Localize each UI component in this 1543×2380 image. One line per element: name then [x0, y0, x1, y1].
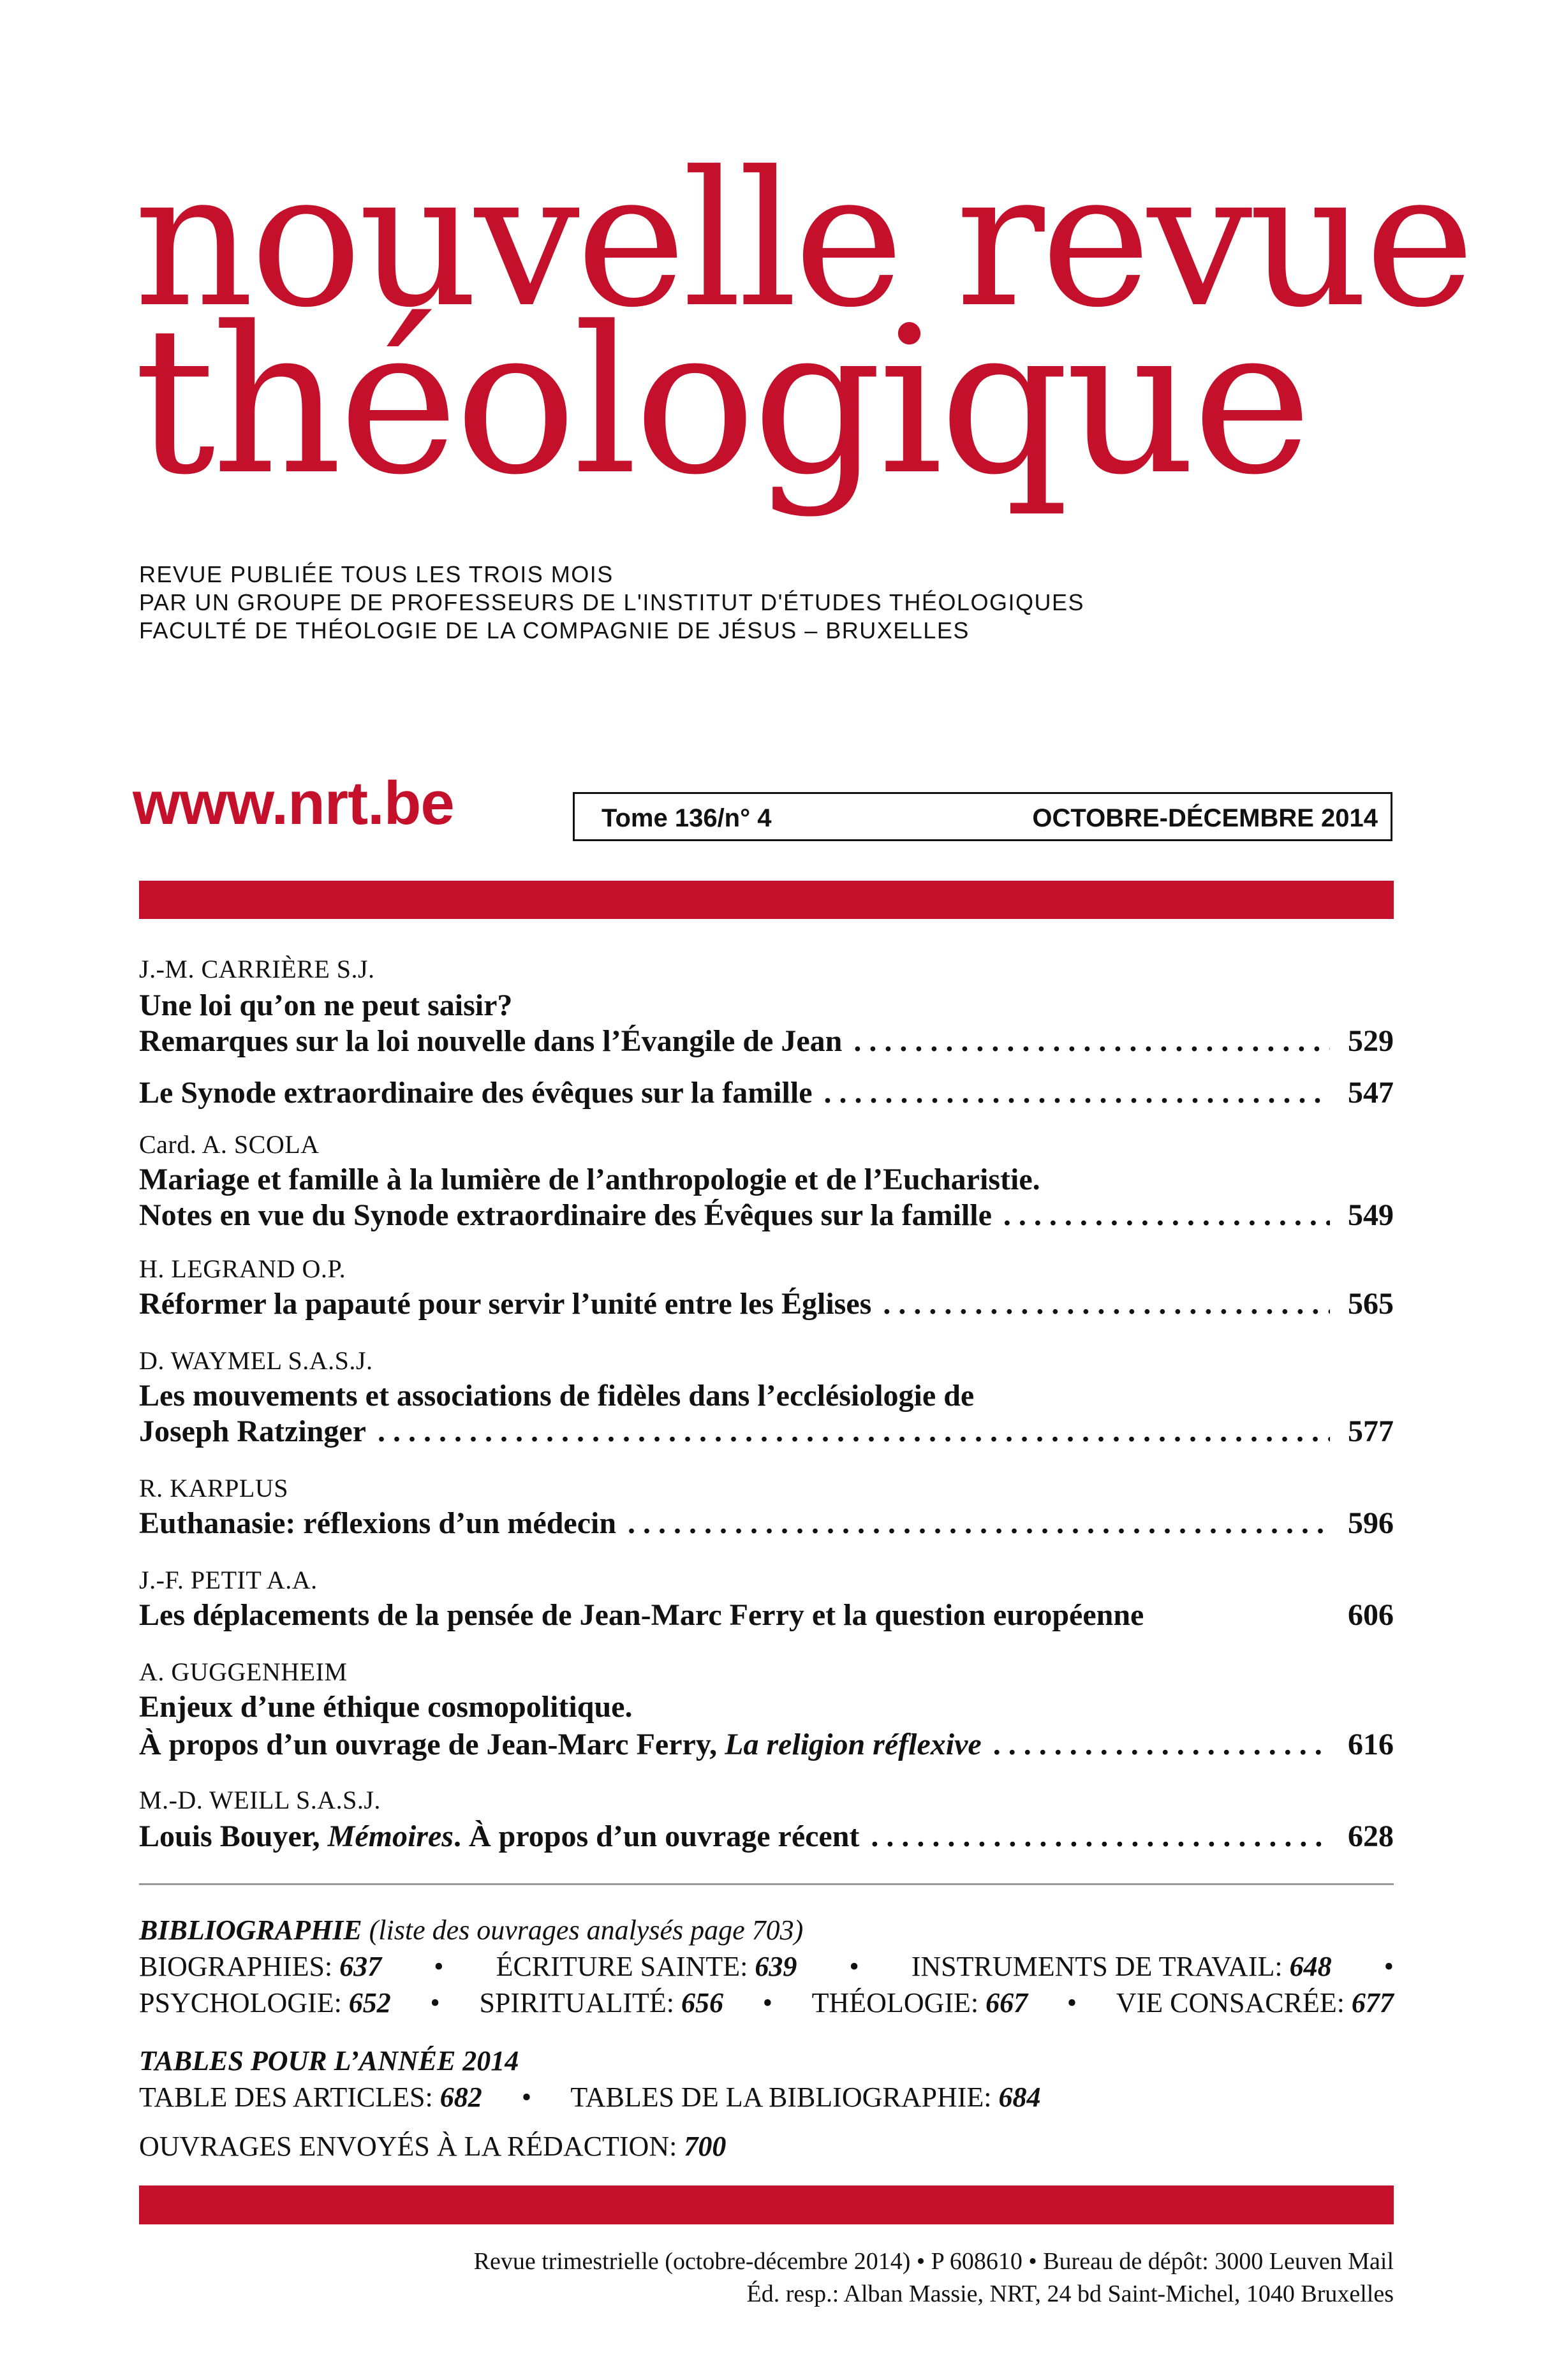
bibliography-heading-line — [139, 1916, 1394, 1944]
dot-leader — [853, 1026, 1330, 1057]
books-received-page: 700 — [684, 2131, 727, 2162]
toc-title — [139, 1821, 859, 1852]
bibliography-item[interactable] — [479, 1989, 723, 2017]
bibliography-item-page: 637 — [339, 1951, 382, 1982]
toc-title: Réformer la papauté pour servir l’unité entre les Églises — [139, 1287, 872, 1321]
toc-title: Enjeux d’une éthique cosmopolitique. — [139, 1690, 633, 1724]
bullet: • — [521, 2082, 532, 2113]
toc-page-number: 616 — [1348, 1728, 1394, 1761]
toc-page-number: 565 — [1348, 1287, 1394, 1321]
subtitle-line-2: PAR UN GROUPE DE PROFESSEURS DE L'INSTITUT D'ÉTUDES THÉOLOGIQUES — [139, 589, 1084, 615]
bullet: • — [434, 1951, 444, 1982]
bibliography-item[interactable] — [1116, 1989, 1394, 2017]
tables-item[interactable] — [570, 2082, 1040, 2113]
toc-author: M.-D. WEILL S.A.S.J. — [139, 1786, 381, 1814]
bibliography-item-page: 656 — [681, 1987, 723, 2018]
bibliography-item-page: 677 — [1351, 1987, 1394, 2018]
dot-leader — [993, 1730, 1330, 1760]
tables-item-page: 682 — [439, 2082, 482, 2113]
toc-entry-row[interactable] — [139, 1730, 1394, 1760]
bibliography-item-label: INSTRUMENTS DE TRAVAIL: — [911, 1951, 1290, 1982]
toc-entry-row[interactable] — [139, 1508, 1394, 1539]
masthead-line-2: théologique — [134, 283, 1309, 519]
masthead-line-1: nouvelle revue — [134, 131, 1472, 348]
toc-page-number: 547 — [1348, 1076, 1394, 1110]
toc-title-text: . À propos d’un ouvrage récent — [453, 1819, 860, 1853]
bibliography-row-2 — [139, 1989, 1394, 2017]
toc-page-number: 606 — [1348, 1598, 1394, 1632]
dot-leader — [871, 1821, 1330, 1852]
toc-title: Les déplacements de la pensée de Jean-Marc Ferry et la question européenne — [139, 1598, 1144, 1632]
bibliography-item-label: ÉCRITURE SAINTE: — [496, 1951, 755, 1982]
footer-line-2: Éd. resp.: Alban Massie, NRT, 24 bd Saint-Michel, 1040 Bruxelles — [746, 2281, 1394, 2307]
bullet: • — [1067, 1987, 1077, 2018]
dot-leader — [824, 1078, 1330, 1108]
bibliography-item-page: 667 — [986, 1987, 1028, 2018]
toc-entry-row[interactable] — [139, 1289, 1394, 1319]
toc-title-text: Louis Bouyer, — [139, 1819, 328, 1853]
toc-title: Joseph Ratzinger — [139, 1414, 366, 1448]
bibliography-item[interactable] — [496, 1953, 797, 1981]
bibliography-item-label: PSYCHOLOGIE: — [139, 1987, 349, 2018]
bullet: • — [430, 1987, 440, 2018]
toc-author: H. LEGRAND O.P. — [139, 1254, 346, 1283]
toc-entry-row[interactable] — [139, 1821, 1394, 1852]
tables-item[interactable] — [139, 2082, 482, 2113]
toc-entry-row[interactable] — [139, 1416, 1394, 1447]
bibliography-item[interactable] — [139, 1989, 391, 2017]
toc-page-number: 577 — [1348, 1414, 1394, 1448]
toc-author: D. WAYMEL S.A.S.J. — [139, 1346, 373, 1375]
bibliography-item-label: THÉOLOGIE: — [811, 1987, 986, 2018]
toc-title: Le Synode extraordinaire des évêques sur la famille — [139, 1076, 813, 1110]
toc-author: J.-M. CARRIÈRE S.J. — [139, 955, 375, 983]
toc-entry-row[interactable] — [139, 1600, 1394, 1631]
toc-title — [139, 1730, 982, 1760]
bibliography-item-page: 648 — [1289, 1951, 1332, 1982]
toc-title: Mariage et famille à la lumière de l’anthropologie et de l’Eucharistie. — [139, 1163, 1040, 1196]
tables-heading-text: TABLES POUR L’ANNÉE 2014 — [139, 2045, 519, 2076]
dot-leader — [378, 1416, 1330, 1447]
tables-item-label: TABLE DES ARTICLES: — [139, 2082, 440, 2113]
books-received-label: OUVRAGES ENVOYÉS À LA RÉDACTION: — [139, 2131, 684, 2162]
bibliography-item[interactable] — [912, 1953, 1332, 1981]
toc-entry-row[interactable] — [139, 1078, 1394, 1108]
tables-item-page: 684 — [998, 2082, 1041, 2113]
subtitle-line-1: REVUE PUBLIÉE TOUS LES TROIS MOIS — [139, 561, 614, 587]
bibliography-item-label: BIOGRAPHIES: — [139, 1951, 340, 1982]
toc-page-number: 549 — [1348, 1198, 1394, 1232]
toc-title: Remarques sur la loi nouvelle dans l’Évangile de Jean — [139, 1024, 843, 1058]
books-received-line[interactable] — [139, 2133, 1394, 2161]
toc-title-italic: La religion réflexive — [725, 1728, 982, 1761]
toc-page-number: 529 — [1348, 1024, 1394, 1058]
toc-author: A. GUGGENHEIM — [139, 1657, 348, 1686]
toc-title: Notes en vue du Synode extraordinaire des Évêques sur la famille — [139, 1198, 992, 1232]
bibliography-heading: BIBLIOGRAPHIE — [139, 1914, 362, 1946]
toc-title: Les mouvements et associations de fidèles dans l’ecclésiologie de — [139, 1379, 975, 1413]
toc-page-number: 596 — [1348, 1506, 1394, 1540]
dot-leader — [628, 1508, 1330, 1539]
bullet: • — [1384, 1951, 1394, 1982]
tables-heading — [139, 2047, 1394, 2075]
issue-date: OCTOBRE-DÉCEMBRE 2014 — [1032, 804, 1378, 832]
bottom-red-bar — [139, 2185, 1394, 2224]
bibliography-note: (liste des ouvrages analysés page 703) — [369, 1914, 804, 1946]
toc-title-italic: Mémoires — [327, 1819, 454, 1853]
toc-author: Card. A. SCOLA — [139, 1130, 320, 1159]
bibliography-item-label: SPIRITUALITÉ: — [479, 1987, 681, 2018]
tables-item-label: TABLES DE LA BIBLIOGRAPHIE: — [570, 2082, 999, 2113]
footer-line-1: Revue trimestrielle (octobre-décembre 2014) • P 608610 • Bureau de dépôt: 3000 Leuven Mail — [473, 2248, 1394, 2275]
toc-author: R. KARPLUS — [139, 1474, 288, 1502]
bibliography-item[interactable] — [812, 1989, 1028, 2017]
subtitle-line-3: FACULTÉ DE THÉOLOGIE DE LA COMPAGNIE DE JÉSUS – BRUXELLES — [139, 617, 970, 643]
issue-box — [573, 792, 1392, 841]
issue-volume: Tome 136/n° 4 — [602, 804, 772, 832]
bullet: • — [849, 1951, 859, 1982]
bibliography-item-page: 652 — [348, 1987, 391, 2018]
dot-leader — [1003, 1200, 1330, 1231]
top-red-bar — [139, 881, 1394, 919]
website-link[interactable]: www.nrt.be — [133, 769, 454, 837]
bibliography-item-label: VIE CONSACRÉE: — [1116, 1987, 1352, 2018]
dot-leader — [883, 1289, 1330, 1319]
toc-page-number: 628 — [1348, 1819, 1394, 1853]
bibliography-item-page: 639 — [755, 1951, 797, 1982]
toc-title: Une loi qu’on ne peut saisir? — [139, 988, 513, 1022]
bibliography-item[interactable] — [139, 1953, 381, 1981]
section-divider — [139, 1883, 1394, 1885]
tables-row — [139, 2083, 1394, 2112]
bibliography-row-1 — [139, 1953, 1394, 1981]
toc-entry-row[interactable] — [139, 1026, 1394, 1057]
bullet: • — [762, 1987, 773, 2018]
toc-author: J.-F. PETIT A.A. — [139, 1566, 318, 1594]
toc-entry-row[interactable] — [139, 1200, 1394, 1231]
toc-title: Euthanasie: réflexions d’un médecin — [139, 1506, 617, 1540]
toc-title-text: À propos d’un ouvrage de Jean-Marc Ferry, — [139, 1728, 725, 1761]
